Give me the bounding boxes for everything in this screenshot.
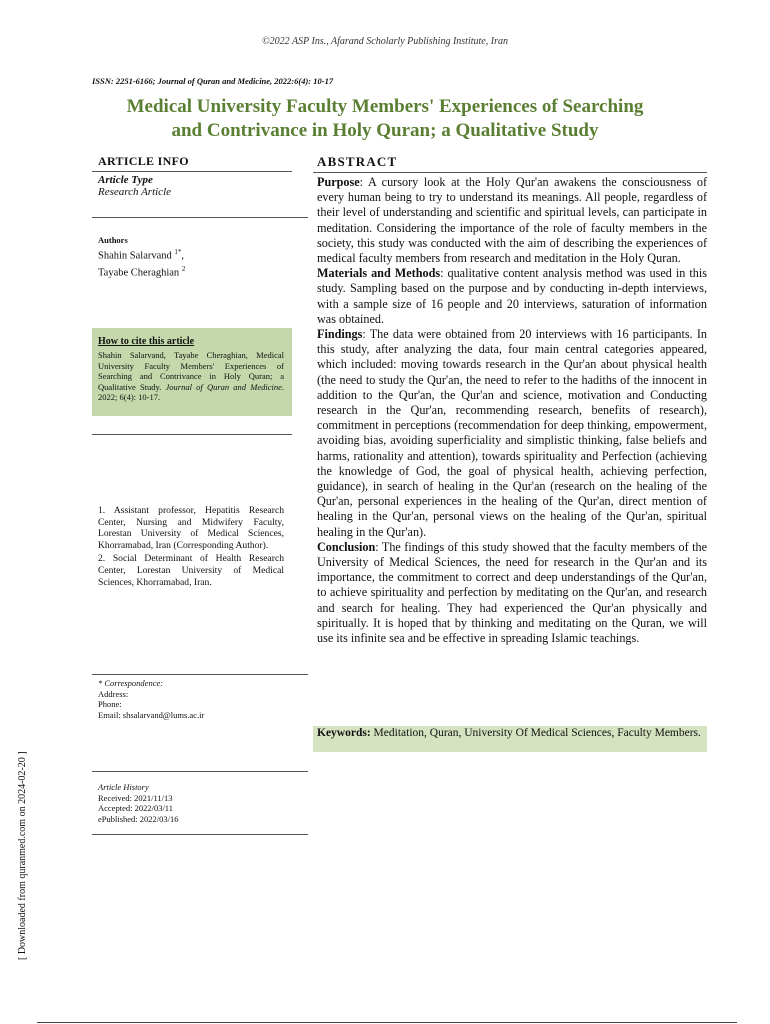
abstract-findings: Findings: The data were obtained from 20 interviews with 16 participants. In this study, after analyzing the data, four main central categories appeared, which included: moving towards research in the Qur'an about physical health (the need to study the Qur'an, the need to refer to the hadiths of the innocent in addition to the Qur'an, the Qur'an and science, motivation and Conducting research in the Qur'an, recommending research, benefits of research), commitment in perceptions (recommendation for deep thinking, empowerment, avoiding bias, avoiding superficiality and simplistic thinking, false beliefs and harms, rationality and attention), towards spirituality and Perfection (achieving the knowledge of God, the goal of physical health, achieving perfection, guidance), in search of healing in the Qur'an (research on the healing of the Qur'an, personal experiences in the healing of the Qur'an, direct mention of healing in the Qur'an, personal views on the healing of the Qur'an, spiritual healing in the Qur'an). — [317, 327, 707, 539]
article-title — [80, 95, 690, 143]
divider — [92, 217, 308, 218]
correspondence-phone: Phone: — [98, 699, 122, 709]
abstract-heading: ABSTRACT — [317, 154, 398, 169]
author-2: Tayabe Cheraghian $^2$ — [98, 264, 186, 278]
affiliation-2: 2. Social Determinant of Health Research Center, Lorestan University of Medical Sciences, Khorramabad, Iran. — [98, 553, 284, 588]
correspondence-address: Address: — [98, 688, 129, 699]
affiliations — [98, 505, 284, 588]
abstract-methods: Materials and Methods: qualitative content analysis method was used in this study. Sampling based on the purpose and by conducting in-depth interviews, with a sample size of 16 people and 20 interviews, saturation of information was obtained. — [317, 266, 707, 326]
divider — [92, 171, 292, 172]
article-type-label: Article Type — [98, 174, 153, 186]
divider — [313, 172, 707, 173]
title-line-2: and Contrivance in Holy Quran; a Qualitative Study — [171, 120, 599, 141]
title-line-1: Medical University Faculty Members' Experiences of Searching — [126, 96, 644, 117]
article-info-heading: ARTICLE INFO — [98, 154, 189, 168]
article-type — [98, 174, 284, 198]
history-received: Received: 2021/11/13 — [98, 792, 173, 803]
history-published: ePublished: 2022/03/16 — [98, 813, 179, 824]
keywords-value: Meditation, Quran, University Of Medical Sciences, Faculty Members. — [370, 727, 701, 739]
correspondence-block — [98, 678, 284, 720]
abstract-purpose: Purpose: A cursory look at the Holy Qur'an awakens the consciousness of every human being to try to understand its meanings. All people, regardless of their level of understanding and scientific and spiritual levels, can participate in meditation. Considering the importance of the role of faculty members in the society, this study was conducted with the aim of describing the experiences of medical faculty members from research and meditation in the Holy Quran. — [317, 175, 707, 266]
authors-block — [98, 235, 284, 280]
affiliation-1: 1. Assistant professor, Hepatitis Research Center, Nursing and Midwifery Faculty, Lorestan University of Medical Sciences, Khorramabad, Iran (Corresponding Author). — [98, 505, 284, 551]
download-side-note: [ Downloaded from quranmed.com on 2024-02-20 ] — [17, 751, 28, 960]
how-to-cite-title: How to cite this article — [98, 336, 195, 347]
history-label: Article History — [98, 782, 149, 792]
how-to-cite — [98, 336, 284, 403]
abstract-body — [317, 175, 707, 646]
keywords-label: Keywords: — [317, 727, 371, 739]
journal-citation-line: ISSN: 2251-6166; Journal of Quran and Medicine, 2022:6(4): 10-17 — [92, 76, 334, 86]
divider — [92, 674, 308, 675]
author-1: Shahin Salarvand $^{1*}$, — [98, 247, 185, 261]
divider — [92, 771, 308, 772]
how-to-cite-text: Shahin Salarvand, Tayabe Cheraghian, Medical University Faculty Members' Experiences of Searching and Contrivance in Holy Quran; a Qualitative Study. Journal of Quran and Medicine. 2022; 6(4): 10-17. — [98, 350, 284, 402]
keywords — [317, 727, 707, 740]
article-history — [98, 782, 284, 824]
authors-label: Authors — [98, 235, 128, 245]
correspondence-email: Email: shsalarvand@lums.ac.ir — [98, 709, 205, 720]
correspondence-label: * Correspondence: — [98, 678, 164, 688]
divider — [92, 834, 308, 835]
abstract-conclusion: Conclusion: The findings of this study showed that the faculty members of the University of Medical Sciences, the need for research in the Qur'an and its importance, the commitment to correct and deep understandings of the Qur'an, to achieve spirituality and perfection by meditating on the Qur'an, and research and search for healing. They had experienced the Qur'an physically and spiritually. It is hoped that by thinking and meditating on the Quran, we will use its infinite sea and be effective in spreading Islamic teachings. — [317, 539, 707, 646]
footer-divider — [37, 1022, 737, 1023]
divider — [92, 434, 292, 435]
article-type-value: Research Article — [98, 186, 172, 198]
copyright-notice: ©2022 ASP Ins., Afarand Scholarly Publishing Institute, Iran — [262, 36, 508, 47]
history-accepted: Accepted: 2022/03/11 — [98, 803, 173, 813]
